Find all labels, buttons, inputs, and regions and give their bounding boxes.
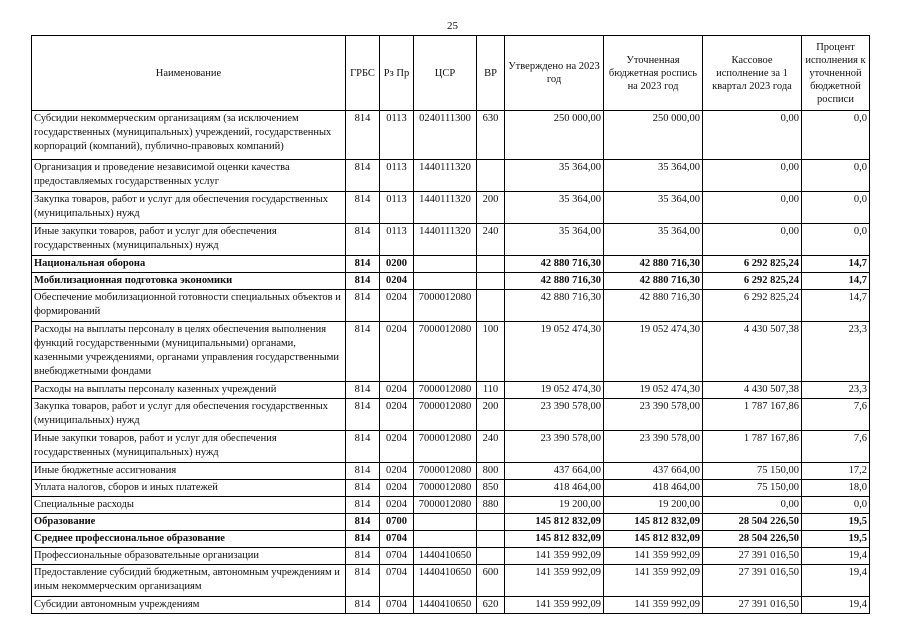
cell-grbs: 814 (346, 399, 380, 431)
header-grbs: ГРБС (346, 36, 380, 111)
cell-rzpr: 0204 (380, 497, 414, 514)
cell-name: Иные бюджетные ассигнования (32, 463, 346, 480)
cell-percent: 19,5 (802, 531, 870, 548)
cell-vr: 630 (477, 111, 505, 160)
cell-percent: 19,4 (802, 565, 870, 597)
header-rzpr: Рз Пр (380, 36, 414, 111)
cell-name: Национальная оборона (32, 256, 346, 273)
cell-grbs: 814 (346, 480, 380, 497)
cell-grbs: 814 (346, 531, 380, 548)
cell-cash: 6 292 825,24 (703, 273, 802, 290)
cell-vr: 240 (477, 224, 505, 256)
cell-refined: 145 812 832,09 (604, 514, 703, 531)
cell-percent: 17,2 (802, 463, 870, 480)
cell-rzpr: 0704 (380, 597, 414, 614)
cell-approved: 42 880 716,30 (505, 256, 604, 273)
header-refined: Уточненная бюджетная роспись на 2023 год (604, 36, 703, 111)
cell-rzpr: 0700 (380, 514, 414, 531)
cell-vr: 620 (477, 597, 505, 614)
cell-refined: 23 390 578,00 (604, 399, 703, 431)
cell-approved: 23 390 578,00 (505, 431, 604, 463)
cell-rzpr: 0204 (380, 322, 414, 382)
cell-name: Специальные расходы (32, 497, 346, 514)
cell-csr: 1440111320 (414, 160, 477, 192)
cell-cash: 27 391 016,50 (703, 548, 802, 565)
cell-refined: 19 052 474,30 (604, 382, 703, 399)
cell-rzpr: 0204 (380, 382, 414, 399)
cell-grbs: 814 (346, 160, 380, 192)
cell-cash: 28 504 226,50 (703, 514, 802, 531)
cell-approved: 35 364,00 (505, 192, 604, 224)
cell-approved: 145 812 832,09 (505, 531, 604, 548)
cell-approved: 250 000,00 (505, 111, 604, 160)
cell-csr: 7000012080 (414, 431, 477, 463)
cell-refined: 250 000,00 (604, 111, 703, 160)
cell-refined: 23 390 578,00 (604, 431, 703, 463)
cell-vr (477, 256, 505, 273)
cell-vr (477, 514, 505, 531)
table-body (32, 111, 870, 614)
header-approved: Утверждено на 2023 год (505, 36, 604, 111)
cell-percent: 19,4 (802, 548, 870, 565)
cell-rzpr: 0113 (380, 160, 414, 192)
cell-cash: 0,00 (703, 160, 802, 192)
table-row (32, 514, 870, 531)
cell-percent: 0,0 (802, 497, 870, 514)
cell-csr (414, 514, 477, 531)
cell-cash: 1 787 167,86 (703, 399, 802, 431)
cell-csr (414, 273, 477, 290)
table-row (32, 565, 870, 597)
table-row (32, 497, 870, 514)
table-row (32, 160, 870, 192)
cell-vr: 110 (477, 382, 505, 399)
cell-vr: 200 (477, 192, 505, 224)
cell-approved: 141 359 992,09 (505, 565, 604, 597)
cell-name: Расходы на выплаты персоналу в целях обеспечения выполнения функций государственными (муниципальными) органами, казенными учреждениями, органами управления государственными внебюджетными фондами (32, 322, 346, 382)
cell-approved: 141 359 992,09 (505, 548, 604, 565)
cell-grbs: 814 (346, 224, 380, 256)
table-row (32, 192, 870, 224)
header-name: Наименование (32, 36, 346, 111)
cell-name: Иные закупки товаров, работ и услуг для обеспечения государственных (муниципальных) нужд (32, 224, 346, 256)
table-row (32, 597, 870, 614)
cell-cash: 4 430 507,38 (703, 382, 802, 399)
cell-name: Профессиональные образовательные организации (32, 548, 346, 565)
cell-percent: 0,0 (802, 224, 870, 256)
cell-csr: 1440410650 (414, 548, 477, 565)
table-row (32, 480, 870, 497)
cell-vr: 600 (477, 565, 505, 597)
cell-rzpr: 0704 (380, 548, 414, 565)
cell-rzpr: 0204 (380, 463, 414, 480)
cell-vr (477, 160, 505, 192)
cell-name: Среднее профессиональное образование (32, 531, 346, 548)
cell-name: Предоставление субсидий бюджетным, автономным учреждениям и иным некоммерческим организациям (32, 565, 346, 597)
cell-grbs: 814 (346, 597, 380, 614)
cell-name: Закупка товаров, работ и услуг для обеспечения государственных (муниципальных) нужд (32, 192, 346, 224)
cell-csr: 1440111320 (414, 224, 477, 256)
cell-grbs: 814 (346, 431, 380, 463)
cell-vr: 240 (477, 431, 505, 463)
cell-grbs: 814 (346, 290, 380, 322)
table-row (32, 531, 870, 548)
cell-grbs: 814 (346, 382, 380, 399)
cell-name: Иные закупки товаров, работ и услуг для обеспечения государственных (муниципальных) нужд (32, 431, 346, 463)
cell-name: Мобилизационная подготовка экономики (32, 273, 346, 290)
cell-grbs: 814 (346, 322, 380, 382)
cell-refined: 35 364,00 (604, 224, 703, 256)
cell-vr: 200 (477, 399, 505, 431)
cell-approved: 19 200,00 (505, 497, 604, 514)
cell-csr: 7000012080 (414, 399, 477, 431)
cell-rzpr: 0113 (380, 111, 414, 160)
cell-cash: 75 150,00 (703, 463, 802, 480)
cell-cash: 0,00 (703, 111, 802, 160)
cell-approved: 145 812 832,09 (505, 514, 604, 531)
cell-csr (414, 256, 477, 273)
header-percent: Процент исполнения к уточненной бюджетной росписи (802, 36, 870, 111)
cell-percent: 7,6 (802, 399, 870, 431)
cell-percent: 14,7 (802, 273, 870, 290)
cell-percent: 0,0 (802, 160, 870, 192)
cell-refined: 42 880 716,30 (604, 273, 703, 290)
table-row (32, 399, 870, 431)
cell-percent: 19,4 (802, 597, 870, 614)
cell-csr: 7000012080 (414, 480, 477, 497)
table-row (32, 431, 870, 463)
cell-name: Субсидии некоммерческим организациям (за исключением государственных (муниципальных) учреждений, государственных корпораций (компаний), публично-правовых компаний) (32, 111, 346, 160)
cell-percent: 18,0 (802, 480, 870, 497)
table-row (32, 322, 870, 382)
cell-rzpr: 0200 (380, 256, 414, 273)
cell-csr: 7000012080 (414, 463, 477, 480)
cell-name: Закупка товаров, работ и услуг для обеспечения государственных (муниципальных) нужд (32, 399, 346, 431)
table-row (32, 273, 870, 290)
cell-refined: 141 359 992,09 (604, 565, 703, 597)
cell-rzpr: 0204 (380, 431, 414, 463)
cell-refined: 42 880 716,30 (604, 256, 703, 273)
cell-csr: 1440410650 (414, 597, 477, 614)
cell-cash: 28 504 226,50 (703, 531, 802, 548)
cell-cash: 27 391 016,50 (703, 597, 802, 614)
cell-refined: 418 464,00 (604, 480, 703, 497)
cell-grbs: 814 (346, 192, 380, 224)
cell-vr (477, 273, 505, 290)
cell-grbs: 814 (346, 111, 380, 160)
table-row (32, 463, 870, 480)
cell-approved: 19 052 474,30 (505, 322, 604, 382)
cell-cash: 4 430 507,38 (703, 322, 802, 382)
header-cash: Кассовое исполнение за 1 квартал 2023 года (703, 36, 802, 111)
cell-approved: 141 359 992,09 (505, 597, 604, 614)
cell-name: Организация и проведение независимой оценки качества предоставляемых государственных услуг (32, 160, 346, 192)
cell-grbs: 814 (346, 273, 380, 290)
cell-percent: 0,0 (802, 192, 870, 224)
cell-approved: 19 052 474,30 (505, 382, 604, 399)
cell-approved: 42 880 716,30 (505, 273, 604, 290)
cell-rzpr: 0113 (380, 192, 414, 224)
cell-grbs: 814 (346, 514, 380, 531)
cell-vr (477, 290, 505, 322)
cell-vr (477, 531, 505, 548)
cell-name: Уплата налогов, сборов и иных платежей (32, 480, 346, 497)
cell-csr: 0240111300 (414, 111, 477, 160)
cell-percent: 7,6 (802, 431, 870, 463)
budget-execution-table (31, 35, 870, 614)
cell-grbs: 814 (346, 463, 380, 480)
cell-cash: 27 391 016,50 (703, 565, 802, 597)
cell-rzpr: 0204 (380, 399, 414, 431)
cell-percent: 14,7 (802, 290, 870, 322)
cell-csr: 7000012080 (414, 382, 477, 399)
cell-vr: 850 (477, 480, 505, 497)
cell-cash: 75 150,00 (703, 480, 802, 497)
table-row (32, 224, 870, 256)
cell-grbs: 814 (346, 497, 380, 514)
cell-rzpr: 0204 (380, 273, 414, 290)
page-number: 25 (447, 20, 458, 32)
cell-vr: 800 (477, 463, 505, 480)
cell-vr (477, 548, 505, 565)
cell-name: Обеспечение мобилизационной готовности специальных объектов и формирований (32, 290, 346, 322)
cell-vr: 100 (477, 322, 505, 382)
table-row (32, 290, 870, 322)
cell-percent: 0,0 (802, 111, 870, 160)
cell-approved: 418 464,00 (505, 480, 604, 497)
cell-refined: 145 812 832,09 (604, 531, 703, 548)
table-row (32, 256, 870, 273)
cell-csr: 7000012080 (414, 322, 477, 382)
cell-cash: 0,00 (703, 224, 802, 256)
cell-refined: 19 200,00 (604, 497, 703, 514)
cell-cash: 0,00 (703, 497, 802, 514)
cell-percent: 19,5 (802, 514, 870, 531)
cell-cash: 6 292 825,24 (703, 290, 802, 322)
cell-approved: 23 390 578,00 (505, 399, 604, 431)
cell-percent: 23,3 (802, 382, 870, 399)
cell-name: Субсидии автономным учреждениям (32, 597, 346, 614)
cell-cash: 0,00 (703, 192, 802, 224)
cell-rzpr: 0113 (380, 224, 414, 256)
cell-vr: 880 (477, 497, 505, 514)
cell-approved: 35 364,00 (505, 224, 604, 256)
cell-rzpr: 0704 (380, 565, 414, 597)
cell-csr (414, 531, 477, 548)
cell-rzpr: 0204 (380, 480, 414, 497)
cell-rzpr: 0704 (380, 531, 414, 548)
table-header-row (32, 36, 870, 111)
cell-grbs: 814 (346, 565, 380, 597)
cell-approved: 437 664,00 (505, 463, 604, 480)
cell-refined: 35 364,00 (604, 160, 703, 192)
cell-csr: 1440111320 (414, 192, 477, 224)
cell-refined: 19 052 474,30 (604, 322, 703, 382)
cell-refined: 141 359 992,09 (604, 597, 703, 614)
cell-grbs: 814 (346, 548, 380, 565)
cell-percent: 14,7 (802, 256, 870, 273)
cell-csr: 1440410650 (414, 565, 477, 597)
cell-refined: 35 364,00 (604, 192, 703, 224)
cell-grbs: 814 (346, 256, 380, 273)
cell-rzpr: 0204 (380, 290, 414, 322)
cell-cash: 1 787 167,86 (703, 431, 802, 463)
cell-cash: 6 292 825,24 (703, 256, 802, 273)
table-row (32, 382, 870, 399)
cell-refined: 141 359 992,09 (604, 548, 703, 565)
cell-csr: 7000012080 (414, 290, 477, 322)
cell-csr: 7000012080 (414, 497, 477, 514)
cell-approved: 35 364,00 (505, 160, 604, 192)
cell-name: Расходы на выплаты персоналу казенных учреждений (32, 382, 346, 399)
cell-approved: 42 880 716,30 (505, 290, 604, 322)
cell-name: Образование (32, 514, 346, 531)
header-vr: ВР (477, 36, 505, 111)
table-row (32, 548, 870, 565)
cell-refined: 437 664,00 (604, 463, 703, 480)
header-csr: ЦСР (414, 36, 477, 111)
cell-refined: 42 880 716,30 (604, 290, 703, 322)
table-row (32, 111, 870, 160)
cell-percent: 23,3 (802, 322, 870, 382)
